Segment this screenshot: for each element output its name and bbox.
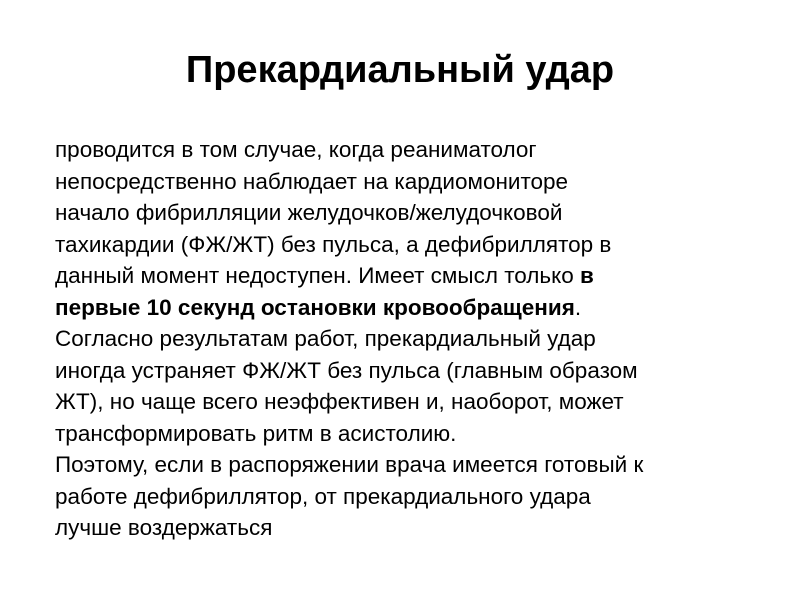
body-line [55,449,770,481]
body-line [55,355,770,387]
body-line [55,260,770,292]
body-text-segment: работе дефибриллятор, от прекардиального удара [55,483,591,509]
body-text-segment: непосредственно наблюдает на кардиомониторе [55,168,569,194]
slide-title: Прекардиальный удар [185,49,615,91]
body-text-segment: . [574,294,582,320]
body-text-segment: данный момент недоступен. Имеет смысл только [55,263,580,288]
body-line [55,134,770,166]
body-line [55,418,770,450]
body-text-segment: начало фибрилляции желудочков/желудочковой [55,200,563,225]
body-text-segment: трансформировать ритм в асистолию. [55,420,457,446]
body-text-segment: проводится в том случае, когда реаниматолог [55,137,537,162]
body-line [55,197,770,229]
body-line [55,229,770,261]
body-line [55,512,770,544]
body-line [55,292,770,324]
body-text-segment: тахикардии (ФЖ/ЖТ) без пульса, а дефибриллятор в [55,231,612,257]
body-text-segment: ЖТ), но чаще всего неэффективен и, наоборот, может [55,389,624,414]
emphasized-text: в [579,263,594,288]
emphasized-text: первые 10 секунд остановки кровообращения [55,294,575,320]
body-line [55,323,770,355]
body-line [55,386,770,418]
body-text-segment: лучше воздержаться [55,515,273,540]
body-line [55,481,770,513]
body-text-segment: иногда устраняет ФЖ/ЖТ без пульса (главным образом [55,357,638,383]
body-text-segment: Поэтому, если в распоряжении врача имеется готовый к [55,452,644,477]
body-line [55,166,770,198]
slide-body-text [55,134,770,544]
body-text-segment: Согласно результатам работ, прекардиальный удар [55,326,596,351]
